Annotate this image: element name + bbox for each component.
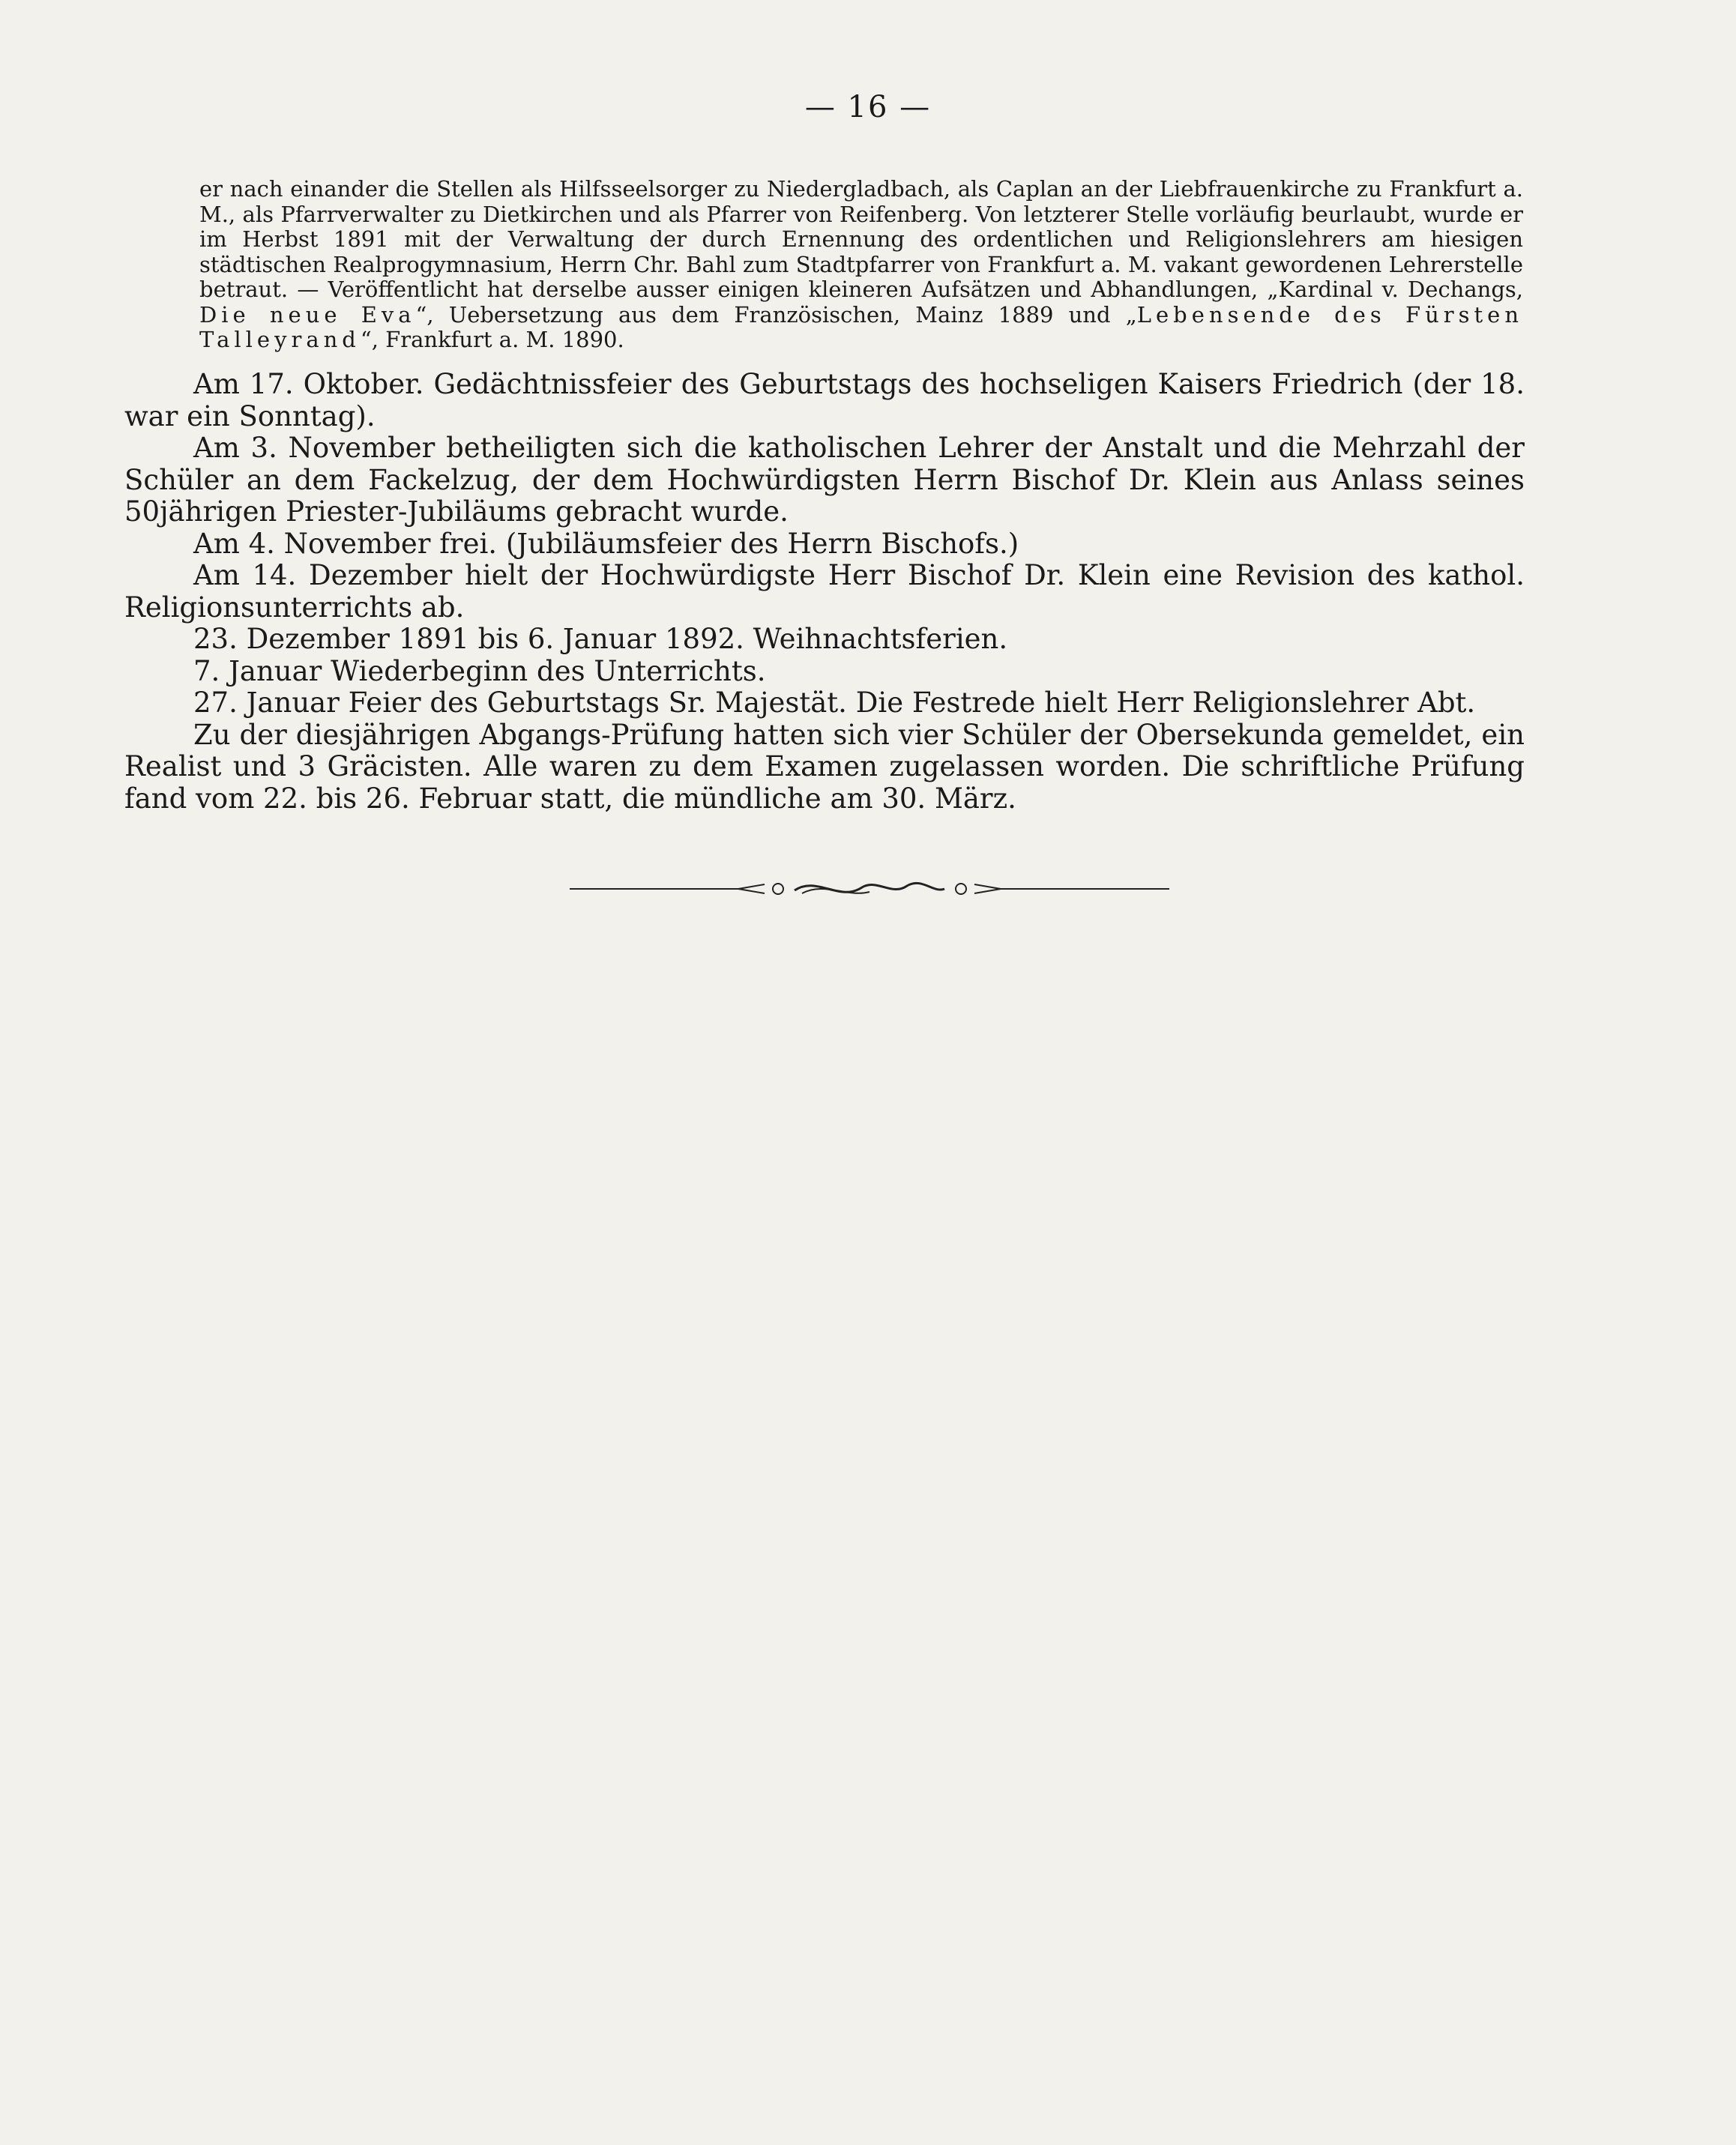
- chronicle-entry: Am 17. Oktober. Gedächtnissfeier des Geburtstags des hochseligen Kaisers Friedrich (der 18. war ein Sonntag).: [124, 368, 1525, 432]
- chronicle-entry: 23. Dezember 1891 bis 6. Januar 1892. Weihnachtsferien.: [193, 623, 1008, 655]
- biography-paragraph: [199, 177, 1523, 353]
- chronicle-entry: 7. Januar Wiederbeginn des Unterrichts.: [193, 654, 766, 687]
- book-title-eva: Die neue Eva: [199, 301, 416, 328]
- ornament-divider-icon: [570, 874, 1169, 904]
- chronicle-entry: Am 4. November frei. (Jubiläumsfeier des Herrn Bischofs.): [193, 527, 1019, 560]
- chronicle-entry: Zu der diesjährigen Abgangs-Prüfung hatten sich vier Schüler der Obersekunda gemeldet, ein Realist und 3 Gräcisten. Alle waren zu dem Examen zugelassen worden. Die schriftliche Prüfung fand vom 22. bis 26. Februar statt, die mündliche am 30. März.: [124, 718, 1525, 815]
- chronicle-section: [124, 369, 1525, 815]
- chronicle-entry: Am 3. November betheiligten sich die katholischen Lehrer der Anstalt und die Mehrzahl der Schüler an dem Fackelzug, der dem Hochwürdigsten Herrn Bischof Dr. Klein aus Anlass seines 50jährigen Priester-Jubiläums gebracht wurde.: [124, 432, 1525, 528]
- chronicle-entry: Am 14. Dezember hielt der Hochwürdigste Herr Bischof Dr. Klein eine Revision des kathol. Religionsunterrichts ab.: [124, 559, 1525, 624]
- book-title-talleyrand: Lebensende des Fürsten Talleyrand: [199, 301, 1523, 352]
- biography-text-cont: “, Uebersetzung aus dem Französischen, Mainz 1889 und „: [415, 301, 1137, 328]
- chronicle-entry: 27. Januar Feier des Geburtstags Sr. Majestät. Die Festrede hielt Herr Religionslehrer Abt.: [193, 687, 1476, 719]
- biography-text: er nach einander die Stellen als Hilfsseelsorger zu Niedergladbach, als Caplan an der Liebfrauenkirche zu Frankfurt a. M., als Pfarrverwalter zu Dietkirchen und als Pfarrer von Reifenberg. Von letzterer Stelle vorläufig beurlaubt, wurde er im Herbst 1891 mit der Verwaltung der durch Ernennung des ordentlichen und Religionslehrers am hiesigen städtischen Realprogymnasium, Herrn Chr. Bahl zum Stadtpfarrer von Frankfurt a. M. vakant gewordenen Lehrerstelle betraut. — Veröffentlicht hat derselbe ausser einigen kleineren Aufsätzen und Abhandlungen, „Kardinal v. Dechangs,: [199, 176, 1523, 302]
- page-number: — 16 —: [804, 90, 932, 124]
- biography-text-end: “, Frankfurt a. M. 1890.: [360, 327, 624, 352]
